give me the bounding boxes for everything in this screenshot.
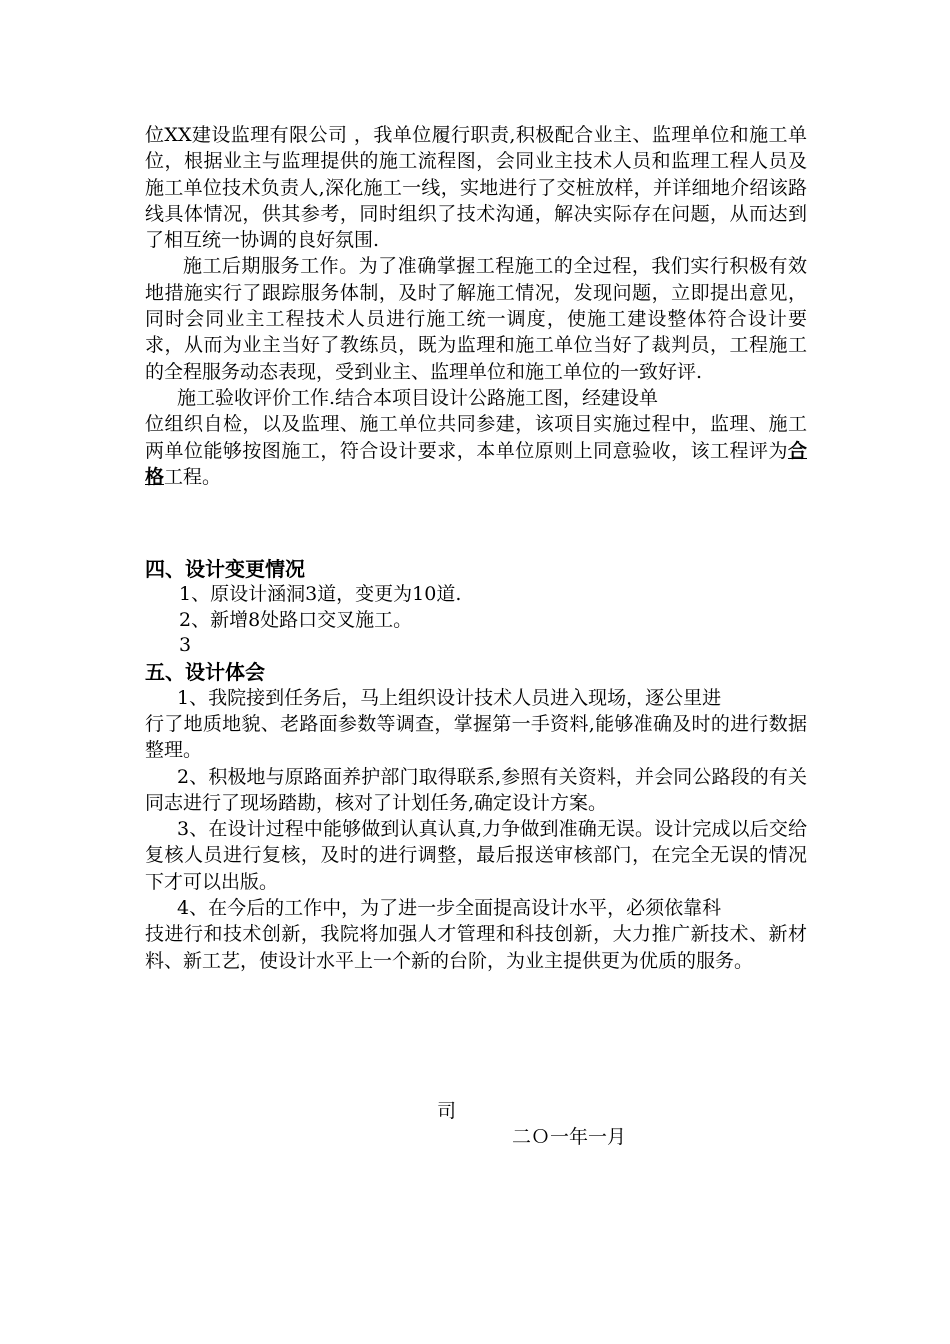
- experience-item-1-first-line: 1、我院接到任务后，马上组织设计技术人员进入现场，逐公里进: [177, 686, 722, 709]
- signature-date: 二Ｏ一年一月: [512, 1126, 627, 1148]
- quality-grade: 合格: [145, 439, 807, 488]
- signature-organization: 司: [437, 1100, 457, 1122]
- design-change-item-2: 2、新增8处路口交叉施工。: [179, 608, 413, 631]
- paragraph-supervision-coordination: 位XX建设监理有限公司 ，我单位履行职责,积极配合业主、监理单位和施工单位，根据业主与监理提供的施工流程图，会同业主技术人员和监理工程人员及施工单位技术负责人,深化施工一线，实地进行了交桩放样，并详细地介绍该路线具体情况，供其参考，同时组织了技术沟通，解决实际存在问题，从而达到了相互统一协调的良好氛围.: [145, 124, 807, 252]
- acceptance-text: 位组织自检，以及监理、施工单位共同参建，该项目实施过程中，监理、施工两单位能够按图施工，符合设计要求，本单位原则上同意验收，该工程评为: [145, 413, 807, 462]
- paragraph-acceptance-evaluation: [145, 411, 807, 490]
- design-change-item-3: 3: [179, 634, 192, 657]
- acceptance-text-end: 工程。: [164, 465, 222, 488]
- paragraph-post-construction-service: 施工后期服务工作。为了准确掌握工程施工的全过程，我们实行积极有效地措施实行了跟踪服务体制，及时了解施工情况，发现问题，立即提出意见，同时会同业主工程技术人员进行施工统一调度，使施工建设整体符合设计要求，从而为业主当好了教练员，既为监理和施工单位当好了裁判员，工程施工的全程服务动态表现，受到业主、监理单位和施工单位的一致好评.: [145, 255, 807, 383]
- section-title-design-changes: 四、设计变更情况: [145, 557, 305, 582]
- experience-item-3: 3、在设计过程中能够做到认真认真,力争做到准确无误。设计完成以后交给复核人员进行复核，及时的进行调整，最后报送审核部门，在完全无误的情况下才可以出版。: [145, 818, 807, 893]
- experience-item-2: 2、积极地与原路面养护部门取得联系,参照有关资料，并会同公路段的有关同志进行了现场踏勘，核对了计划任务,确定设计方案。: [145, 765, 807, 814]
- experience-item-4: 技进行和技术创新，我院将加强人才管理和科技创新，大力推广新技术、新材料、新工艺，使设计水平上一个新的台阶，为业主提供更为优质的服务。: [145, 923, 807, 972]
- experience-item-1: 行了地质地貌、老路面参数等调查，掌握第一手资料,能够准确及时的进行数据整理。: [145, 712, 807, 762]
- paragraph-acceptance-first-line: 施工验收评价工作.结合本项目设计公路施工图，经建设单: [177, 386, 659, 409]
- section-title-design-experience: 五、设计体会: [145, 659, 265, 684]
- experience-item-4-first-line: 4、在今后的工作中，为了进一步全面提高设计水平，必须依靠科: [177, 897, 722, 920]
- document-body: [145, 122, 807, 974]
- design-change-item-1: 1、原设计涵洞3道，变更为10道.: [179, 583, 462, 606]
- blank-space: [145, 490, 807, 556]
